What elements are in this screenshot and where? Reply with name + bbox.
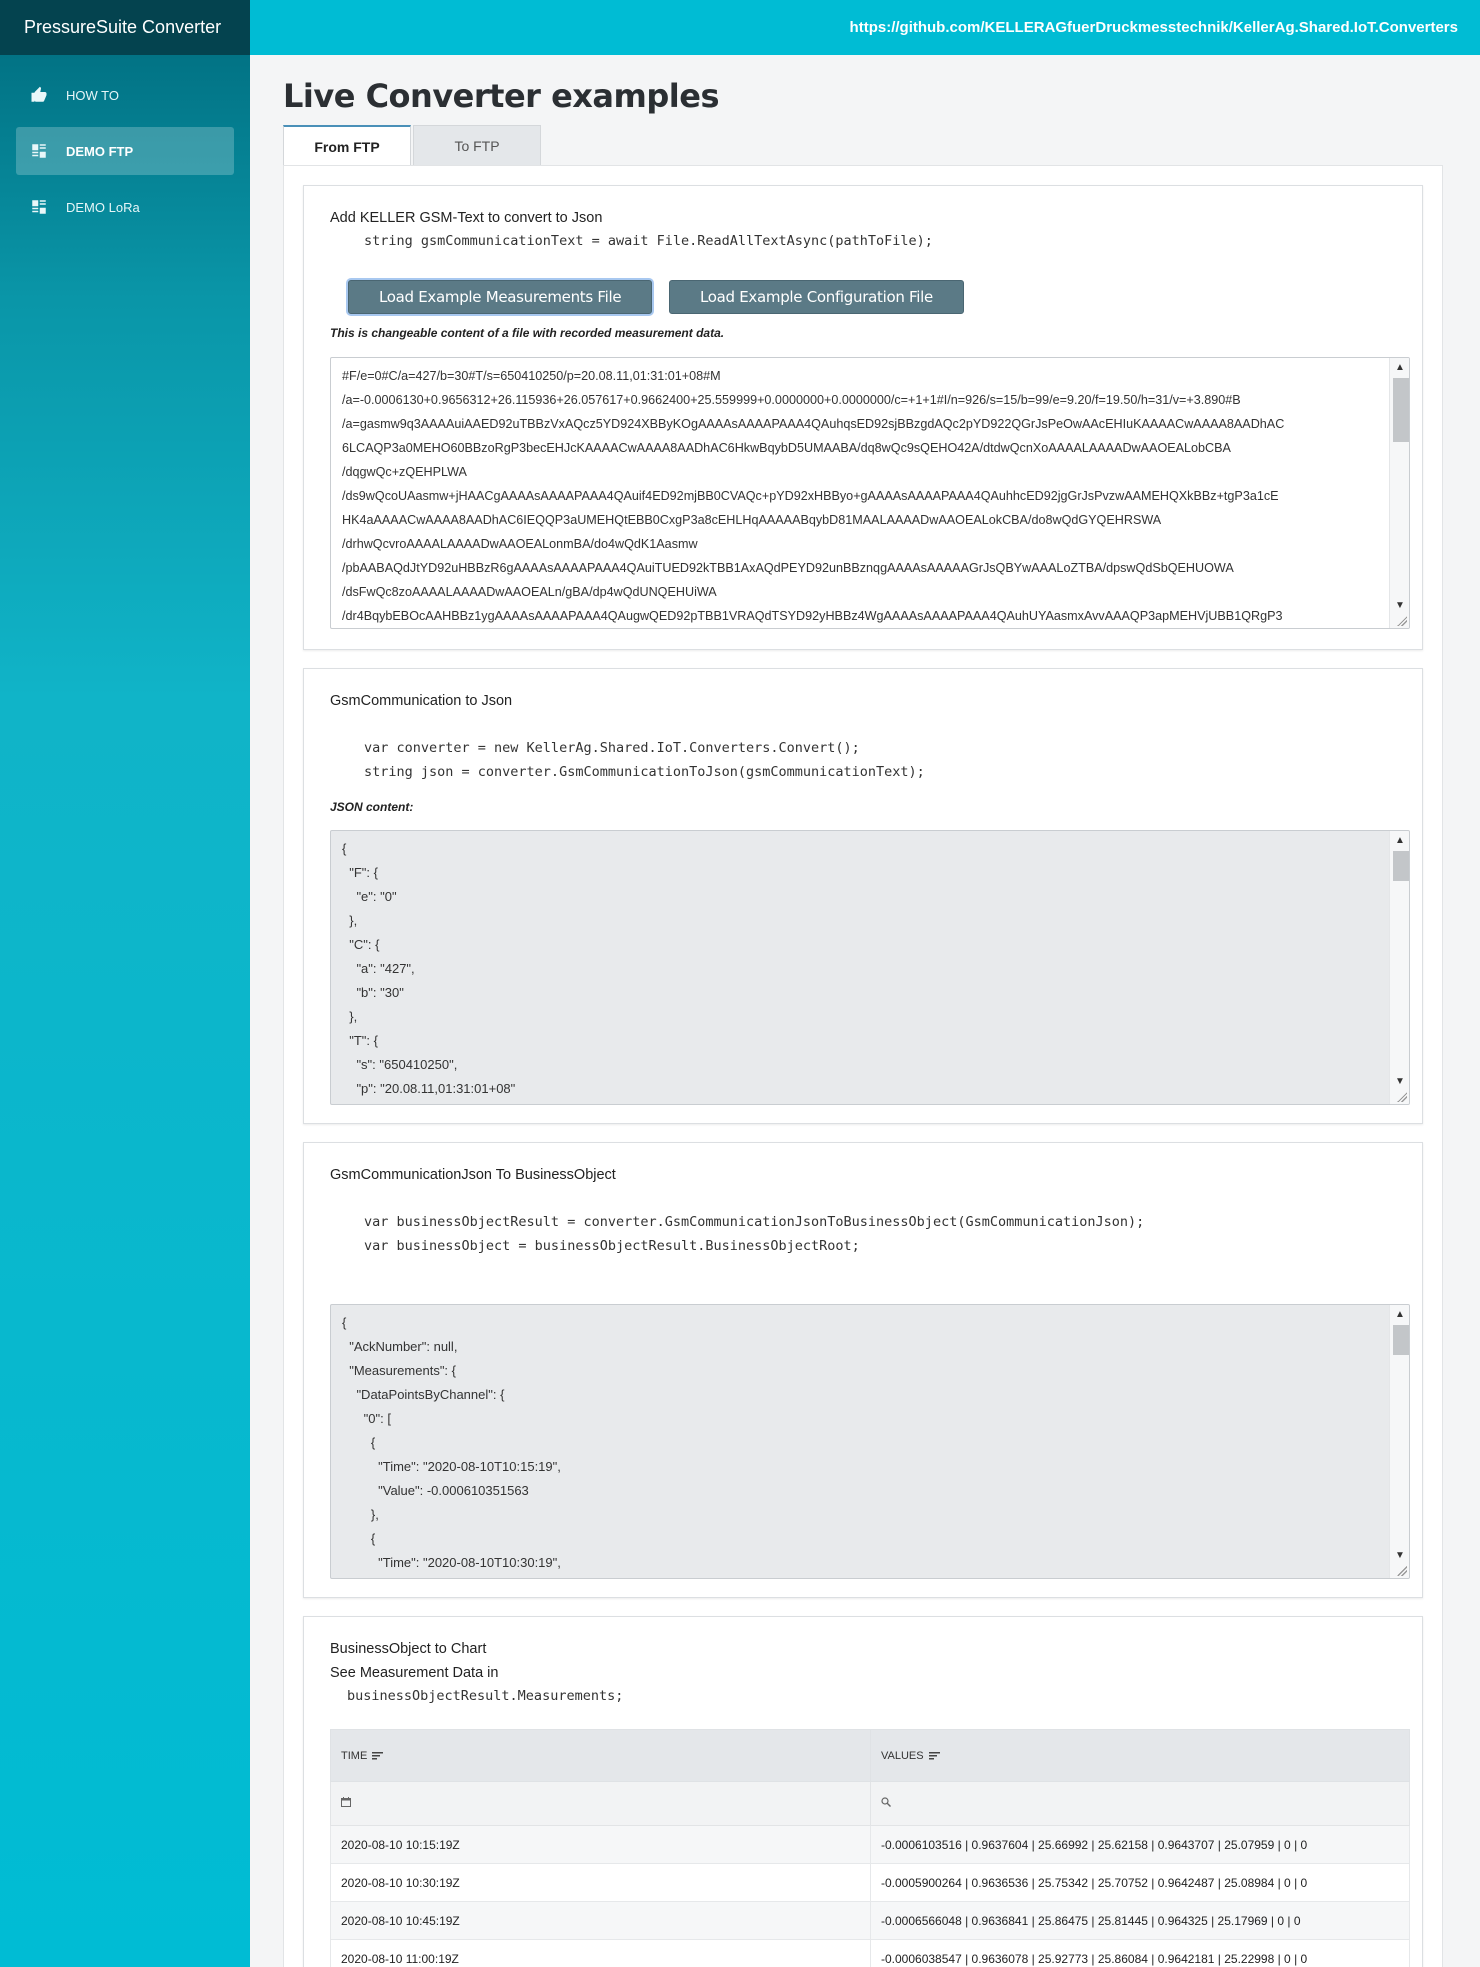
card-gsm-text-input xyxy=(303,185,1423,650)
code-line: string json = converter.GsmCommunicationToJson(gsmCommunicationText); xyxy=(364,764,925,780)
scroll-down-icon[interactable]: ▼ xyxy=(1395,1076,1405,1087)
values-filter[interactable] xyxy=(871,1782,1410,1826)
time-cell: 2020-08-10 10:45:19Z xyxy=(331,1902,871,1940)
card-title: GsmCommunicationJson To BusinessObject xyxy=(330,1167,616,1183)
load-measurements-button[interactable]: Load Example Measurements File xyxy=(348,280,652,314)
code-line: var businessObject = businessObjectResult.BusinessObjectRoot; xyxy=(364,1238,860,1254)
top-bar xyxy=(250,0,1480,55)
business-object-textarea[interactable] xyxy=(330,1304,1410,1579)
tab-to-ftp[interactable]: To FTP xyxy=(413,125,541,165)
textarea-content: #F/e=0#C/a=427/b=30#T/s=650410250/p=20.08.11,01:31:01+08#M /a=-0.0006130+0.9656312+26.115936+26.057617+0.9662400+25.559999+0.0000000+0.0000000/c=+1+1#I/n=926/s=15/b=99/e=9.20/f=19.50/h=31/v=+3.890#B /a=gasmw9q3AAAAuiAAED92uTBBzVxAQcz5YD924XBByKOgAAAAsAAAAPAAA4QAuhqsED92sjBBzgdAQc2pYD922QGrJsPeOwAAcEHIuKAAAACwAAAA8AADhAC 6LCAQP3a0MEHO60BBzoRgP3becEHJcKAAAACwAAAA8AADhAC6HkwBqybD5UMAABA/dq8wQc9sQEHO42A/dtdwQcnXoAAAALAAAADwAAOEALobCBA /dqgwQc+zQEHPLWA /ds9wQcoUAasmw+jHAACgAAAAsAAAAPAAA4QAuif4ED92mjBB0CVAQc+pYD92xHBByo+gAAAAsAAAAPAAA4QAuhhcED92jgGrJsPvzwAAMEHQXkBBz+tgP3a1cE HK4aAAAACwAAAA8AADhAC6IEQQP3aUMEHQtEBB0CxgP3a8cEHLHqAAAAABqybD81MAALAAAADwAAOEALokCBA/do8wQdGYQEHRSWA /drhwQcvroAAAALAAAADwAAOEALonmBA/do4wQdK1Aasmw /pbAABAQdJtYD92uHBBzR6gAAAAsAAAAPAAA4QAuiTUED92kTBB1AxAQdPEYD92unBBznqgAAAAsAAAAAGrJsQBYwAAALoZTBA/dpswQdSbQEHUOWA /dsFwQc8zoAAAALAAAADwAAOEALn/gBA/dp4wQdUNQEHUiWA /dr4BqybEBOcAAHBBz1ygAAAAsAAAAPAAA4QAugwQED92pTBB1VRAQdTSYD92yHBBz4WgAAAAsAAAAPAAA4QAuhUYAasmxAvvAAAQP3apMEHVjUBB1QRgP3 xyxy=(342,369,1285,623)
caption: This is changeable content of a file with recorded measurement data. xyxy=(330,326,725,340)
resize-handle-icon[interactable] xyxy=(1397,616,1407,626)
table-row[interactable] xyxy=(331,1902,1410,1940)
search-icon[interactable] xyxy=(881,1797,891,1807)
sidebar-item-label: HOW TO xyxy=(66,87,119,103)
sidebar-item-demo-ftp[interactable] xyxy=(16,127,234,175)
time-filter[interactable] xyxy=(331,1782,871,1826)
header-label: TIME xyxy=(341,1749,368,1762)
column-header-time[interactable] xyxy=(331,1730,871,1782)
card-title: BusinessObject to Chart xyxy=(330,1641,487,1657)
values-cell: -0.0006103516 | 0.9637604 | 25.66992 | 25.62158 | 0.9643707 | 25.07959 | 0 | 0 xyxy=(871,1826,1410,1864)
sidebar-item-how-to[interactable] xyxy=(16,71,234,119)
scroll-up-icon[interactable]: ▲ xyxy=(1395,362,1405,373)
tab-bar xyxy=(283,125,543,165)
caption: JSON content: xyxy=(330,800,414,814)
card-gsm-to-json xyxy=(303,668,1423,1124)
card-json-to-business-object xyxy=(303,1142,1423,1598)
sidebar-item-demo-lora[interactable] xyxy=(16,183,234,231)
code-line: var converter = new KellerAg.Shared.IoT.Converters.Convert(); xyxy=(364,740,860,756)
app-brand: PressureSuite Converter xyxy=(0,0,250,55)
github-link[interactable]: https://github.com/KELLERAGfuerDruckmesstechnik/KellerAg.Shared.IoT.Converters xyxy=(849,19,1458,36)
measurements-table xyxy=(330,1729,1410,1967)
textarea-content: { "AckNumber": null, "Measurements": { "DataPointsByChannel": { "0": [ { "Time": "2020-08-10T10:15:19", "Value": -0.000610351563 }, { "Time": "2020-08-10T10:30:19", xyxy=(342,1315,561,1570)
json-textarea[interactable] xyxy=(330,830,1410,1105)
page-title: Live Converter examples xyxy=(283,77,719,115)
time-cell: 2020-08-10 11:00:19Z xyxy=(331,1940,871,1967)
gsm-text-textarea[interactable] xyxy=(330,357,1410,629)
scroll-thumb[interactable] xyxy=(1393,851,1409,881)
scroll-up-icon[interactable]: ▲ xyxy=(1395,1309,1405,1320)
table-row[interactable] xyxy=(331,1864,1410,1902)
header-label: VALUES xyxy=(881,1749,924,1762)
sidebar xyxy=(0,0,250,1967)
column-header-values[interactable] xyxy=(871,1730,1410,1782)
code-line: var businessObjectResult = converter.GsmCommunicationJsonToBusinessObject(GsmCommunicationJson); xyxy=(364,1214,1145,1230)
values-cell: -0.0006038547 | 0.9636078 | 25.92773 | 25.86084 | 0.9642181 | 25.22998 | 0 | 0 xyxy=(871,1940,1410,1967)
load-configuration-button[interactable]: Load Example Configuration File xyxy=(669,280,964,314)
scroll-thumb[interactable] xyxy=(1393,1325,1409,1355)
time-cell: 2020-08-10 10:15:19Z xyxy=(331,1826,871,1864)
values-cell: -0.0006566048 | 0.9636841 | 25.86475 | 25.81445 | 0.964325 | 25.17969 | 0 | 0 xyxy=(871,1902,1410,1940)
card-title: Add KELLER GSM-Text to convert to Json xyxy=(330,210,603,226)
scroll-up-icon[interactable]: ▲ xyxy=(1395,835,1405,846)
sidebar-item-label: DEMO FTP xyxy=(66,143,134,159)
sidebar-nav xyxy=(0,55,250,231)
sort-icon[interactable] xyxy=(929,1752,940,1760)
code-snippet: string gsmCommunicationText = await File.ReadAllTextAsync(pathToFile); xyxy=(364,233,933,249)
dashboard-icon xyxy=(30,142,48,160)
scrollbar[interactable] xyxy=(1389,358,1409,628)
card-subtitle: See Measurement Data in xyxy=(330,1665,499,1681)
values-cell: -0.0005900264 | 0.9636536 | 25.75342 | 25.70752 | 0.9642487 | 25.08984 | 0 | 0 xyxy=(871,1864,1410,1902)
table-row[interactable] xyxy=(331,1826,1410,1864)
scrollbar[interactable] xyxy=(1389,831,1409,1104)
sort-icon[interactable] xyxy=(372,1752,383,1760)
tab-panel xyxy=(283,165,1443,1967)
dashboard-icon xyxy=(30,198,48,216)
card-business-object-to-chart xyxy=(303,1616,1423,1967)
scroll-thumb[interactable] xyxy=(1393,378,1409,442)
scrollbar[interactable] xyxy=(1389,1305,1409,1578)
code-snippet: businessObjectResult.Measurements; xyxy=(347,1688,624,1704)
textarea-content: { "F": { "e": "0" }, "C": { "a": "427", "b": "30" }, "T": { "s": "650410250", "p": "20.08.11,01:31:01+08" xyxy=(342,841,516,1096)
resize-handle-icon[interactable] xyxy=(1397,1092,1407,1102)
calendar-icon[interactable] xyxy=(341,1797,351,1807)
time-cell: 2020-08-10 10:30:19Z xyxy=(331,1864,871,1902)
tab-from-ftp[interactable]: From FTP xyxy=(283,125,411,165)
thumbs-up-icon xyxy=(30,86,48,104)
resize-handle-icon[interactable] xyxy=(1397,1566,1407,1576)
sidebar-item-label: DEMO LoRa xyxy=(66,199,140,215)
scroll-down-icon[interactable]: ▼ xyxy=(1395,1550,1405,1561)
card-title: GsmCommunication to Json xyxy=(330,693,513,709)
table-row[interactable] xyxy=(331,1940,1410,1967)
scroll-down-icon[interactable]: ▼ xyxy=(1395,600,1405,611)
